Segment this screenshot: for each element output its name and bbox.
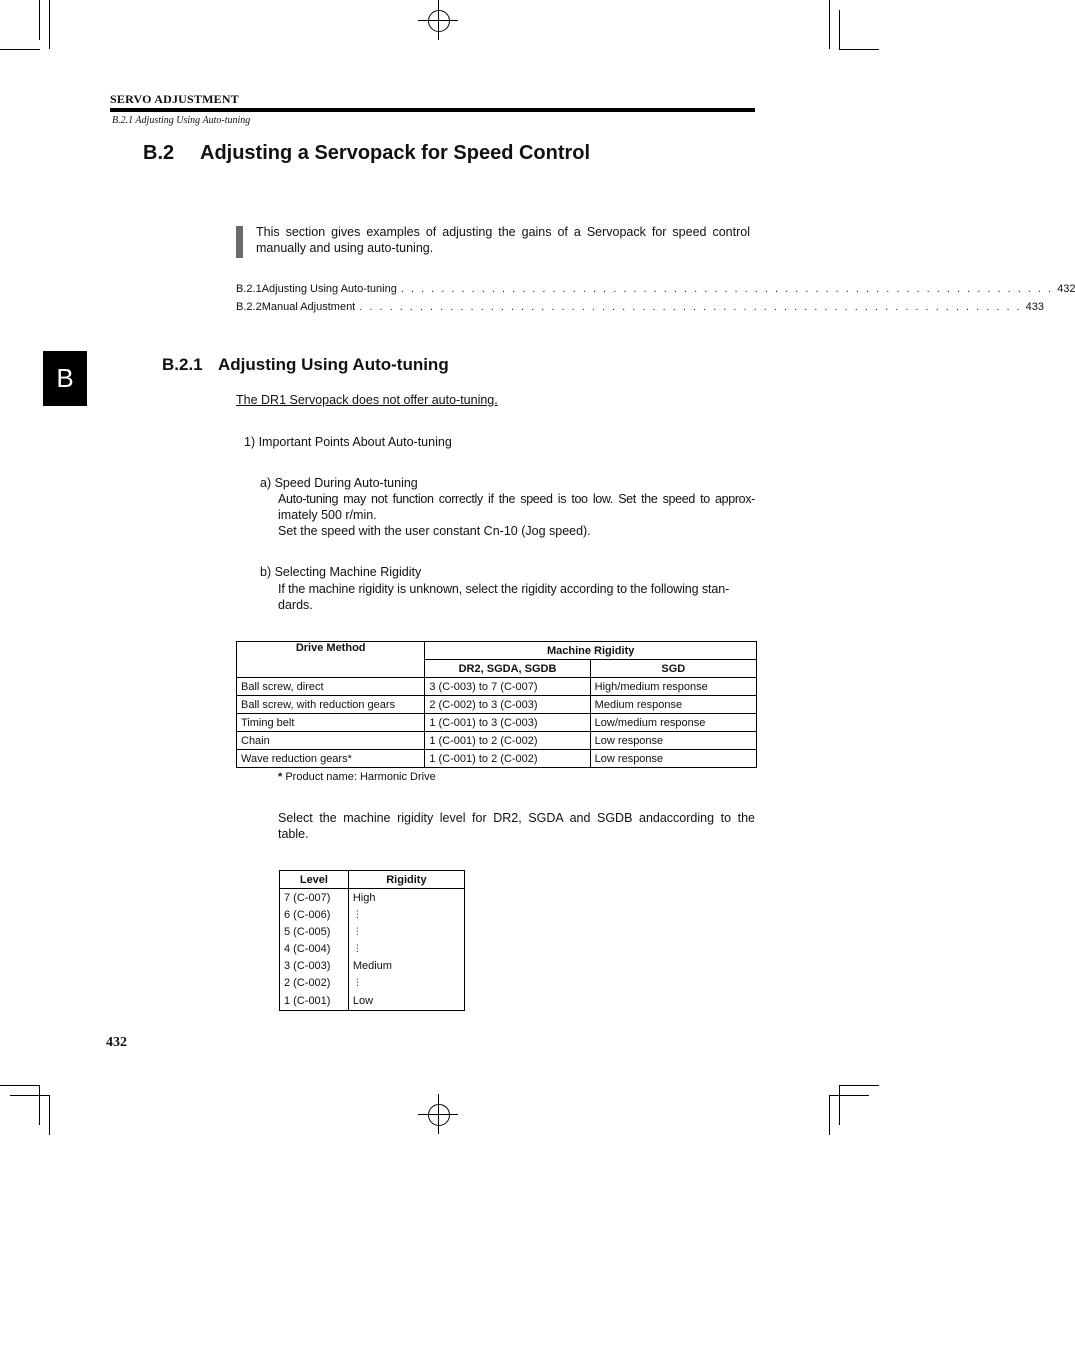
cell-drive: Ball screw, with reduction gears <box>237 696 425 714</box>
toc-leader-dots: . . . . . . . . . . . . . . . . . . . . . . . . . . . . . . . . . . . . . . . . . . . . . . . . . . . . . . . . . . . . . . . . . . <box>359 301 1022 313</box>
cell-rigidity: ⋮ <box>348 974 464 991</box>
crop-mark <box>839 1085 879 1086</box>
chapter-tab: B <box>43 351 87 406</box>
rigidity-table <box>236 641 757 768</box>
item-b-heading: b) Selecting Machine Rigidity <box>260 565 422 579</box>
table-header-row <box>280 871 465 889</box>
crop-mark <box>49 1095 50 1135</box>
table-row <box>280 957 465 974</box>
table-row <box>280 923 465 940</box>
section-title <box>143 142 590 165</box>
crop-mark <box>829 0 830 49</box>
table-row <box>237 678 757 696</box>
crop-mark <box>438 0 439 40</box>
cell-dr2: 1 (C-001) to 3 (C-003) <box>425 714 590 732</box>
col-sgd: SGD <box>590 660 756 678</box>
item-a-line: Auto-tuning may not function correctly if the speed is too low. Set the speed to approx- <box>278 492 755 506</box>
running-header-title: SERVO ADJUSTMENT <box>110 92 239 106</box>
cell-rigidity: Low <box>348 991 464 1011</box>
section-title-text: Adjusting a Servopack for Speed Control <box>200 142 591 164</box>
col-rigidity: Rigidity <box>348 871 464 889</box>
cell-dr2: 3 (C-003) to 7 (C-007) <box>425 678 590 696</box>
registration-mark <box>428 10 450 32</box>
crop-mark <box>49 0 50 49</box>
item-b-line: If the machine rigidity is unknown, select the rigidity according to the following stan- <box>278 582 730 596</box>
table-row <box>280 991 465 1011</box>
cell-rigidity: High <box>348 889 464 907</box>
subsection-number: B.2.1 <box>162 355 203 374</box>
toc-number: B.2.2 <box>236 301 262 313</box>
toc-entry[interactable] <box>236 301 1044 317</box>
cell-level: 6 (C-006) <box>280 906 349 923</box>
item-a-line: Set the speed with the user constant Cn-10 (Jog speed). <box>278 524 591 538</box>
cell-level: 4 (C-004) <box>280 940 349 957</box>
crop-mark <box>0 49 40 50</box>
crop-mark <box>39 0 40 40</box>
level-table <box>279 870 465 1011</box>
col-level: Level <box>280 871 349 889</box>
crop-mark <box>839 49 879 50</box>
crop-mark <box>829 1095 869 1096</box>
page-number: 432 <box>106 1035 127 1050</box>
cell-drive: Timing belt <box>237 714 425 732</box>
select-text-line: table. <box>278 827 309 841</box>
toc-title: Manual Adjustment <box>261 301 356 313</box>
toc-entry[interactable] <box>236 283 1075 299</box>
item-a-heading: a) Speed During Auto-tuning <box>260 476 418 490</box>
intro-text: This section gives examples of adjusting the gains of a Servopack for speed control manually and using auto-tuning. <box>256 225 750 255</box>
table-row <box>280 906 465 923</box>
cell-dr2: 2 (C-002) to 3 (C-003) <box>425 696 590 714</box>
footnote-mark: * <box>278 771 283 783</box>
table-row <box>280 889 465 907</box>
cell-level: 5 (C-005) <box>280 923 349 940</box>
toc-page: 432 <box>1057 283 1075 295</box>
item-b-line: dards. <box>278 598 313 612</box>
crop-mark <box>839 10 840 50</box>
table-row <box>280 974 465 991</box>
cell-dr2: 1 (C-001) to 2 (C-002) <box>425 750 590 768</box>
crop-mark <box>829 1095 830 1135</box>
cell-level: 2 (C-002) <box>280 974 349 991</box>
crop-mark <box>839 1085 840 1125</box>
col-dr2-sgda-sgdb: DR2, SGDA, SGDB <box>425 660 590 678</box>
cell-sgd: High/medium response <box>590 678 756 696</box>
header-rule <box>110 108 755 112</box>
cell-sgd: Low/medium response <box>590 714 756 732</box>
toc-page: 433 <box>1025 301 1044 313</box>
cell-rigidity: ⋮ <box>348 923 464 940</box>
point-heading: 1) Important Points About Auto-tuning <box>244 435 452 449</box>
crop-mark <box>10 1095 50 1096</box>
table-row <box>237 750 757 768</box>
registration-mark <box>428 1104 450 1126</box>
cell-drive: Ball screw, direct <box>237 678 425 696</box>
toc-number: B.2.1 <box>236 283 262 295</box>
cell-drive: Chain <box>237 732 425 750</box>
running-header-subtitle: B.2.1 Adjusting Using Auto-tuning <box>112 115 251 126</box>
select-text-line: Select the machine rigidity level for DR2, SGDA and SGDB andaccording to the <box>278 811 755 825</box>
section-number: B.2 <box>143 142 175 164</box>
cell-rigidity: Medium <box>348 957 464 974</box>
subsection-title-text: Adjusting Using Auto-tuning <box>218 355 449 374</box>
crop-mark <box>438 1094 439 1134</box>
col-machine-rigidity: Machine Rigidity <box>425 642 757 660</box>
table-row <box>237 732 757 750</box>
table-row <box>237 714 757 732</box>
item-a-line: imately 500 r/min. <box>278 508 377 522</box>
cell-level: 1 (C-001) <box>280 991 349 1011</box>
cell-rigidity: ⋮ <box>348 940 464 957</box>
table-row <box>280 940 465 957</box>
toc-title: Adjusting Using Auto-tuning <box>261 283 397 295</box>
crop-mark <box>0 1085 40 1086</box>
cell-rigidity: ⋮ <box>348 906 464 923</box>
intro-marker-bar <box>236 226 243 258</box>
cell-sgd: Low response <box>590 732 756 750</box>
crop-mark <box>39 1085 40 1125</box>
cell-drive: Wave reduction gears* <box>237 750 425 768</box>
cell-level: 7 (C-007) <box>280 889 349 907</box>
toc-leader-dots: . . . . . . . . . . . . . . . . . . . . . . . . . . . . . . . . . . . . . . . . . . . . . . . . . . . . . . . . . . . . . . . . . <box>400 283 1054 295</box>
table-row <box>237 696 757 714</box>
col-drive-method: Drive Method <box>237 642 425 678</box>
cell-level: 3 (C-003) <box>280 957 349 974</box>
footnote-text: Product name: Harmonic Drive <box>285 771 436 783</box>
dr1-note: The DR1 Servopack does not offer auto-tuning. <box>236 393 498 407</box>
table-footnote <box>278 771 436 783</box>
cell-sgd: Low response <box>590 750 756 768</box>
subsection-title <box>162 355 449 375</box>
cell-dr2: 1 (C-001) to 2 (C-002) <box>425 732 590 750</box>
cell-sgd: Medium response <box>590 696 756 714</box>
table-header-row <box>237 642 757 660</box>
